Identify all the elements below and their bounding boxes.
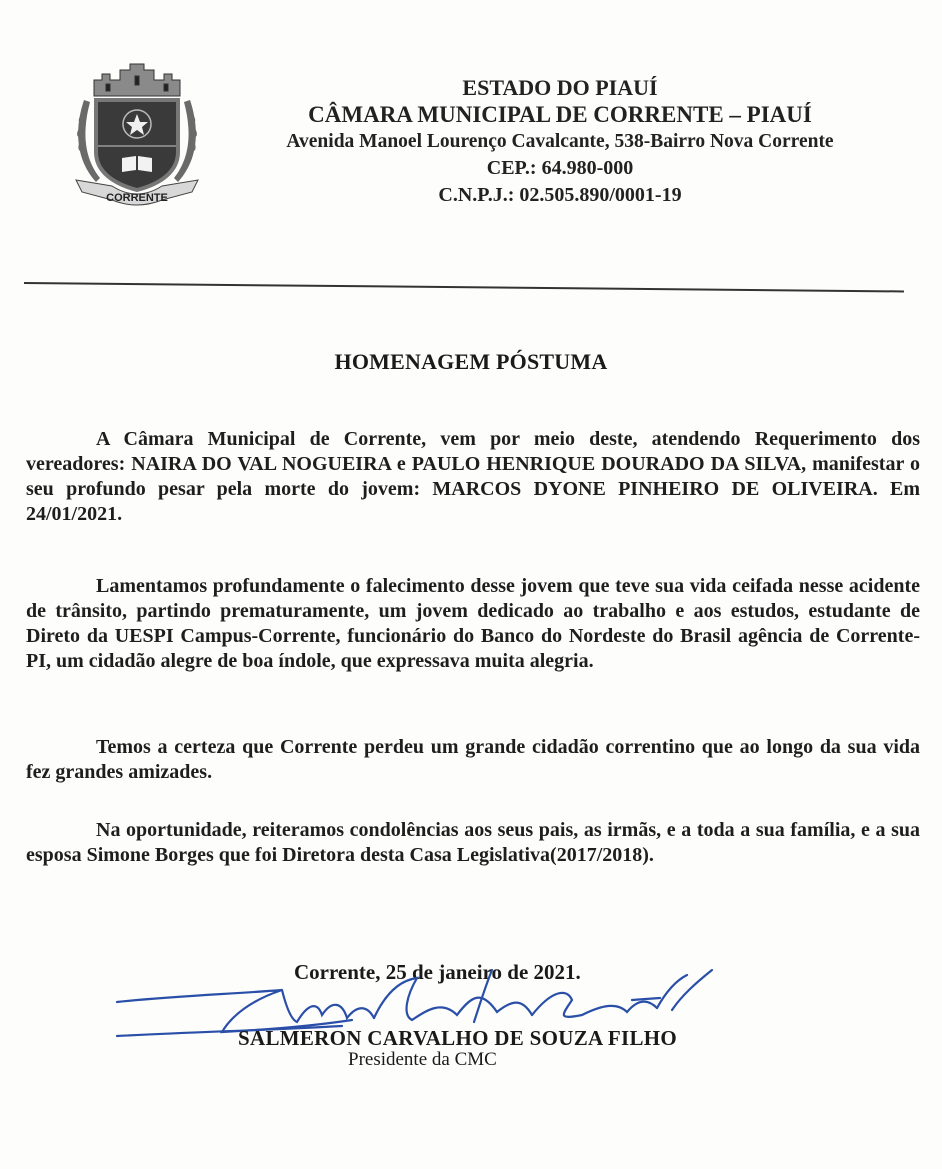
paragraph-2 bbox=[26, 574, 920, 674]
paragraph-2-text: Lamentamos profundamente o falecimento desse jovem que teve sua vida ceifada nesse acidente de trânsito, partindo prematuramente, um jovem dedicado ao trabalho e aos estudos, estudante de Direto da UESPI Campus-Corrente, funcionário do Banco do Nordeste do Brasil agência de Corrente-PI, um cidadão alegre de boa índole, que expressava muita alegria. bbox=[26, 575, 920, 672]
paragraph-1-text: A Câmara Municipal de Corrente, vem por meio deste, atendendo Requerimento dos vereadores: NAIRA DO VAL NOGUEIRA e PAULO HENRIQUE DOURADO DA SILVA, manifestar o seu profundo pesar pela morte do jovem: MARCOS DYONE PINHEIRO DE OLIVEIRA. Em 24/01/2021. bbox=[26, 428, 920, 525]
coat-of-arms-logo bbox=[62, 60, 212, 210]
paragraph-4-text: Na oportunidade, reiteramos condolências aos seus pais, as irmãs, e a toda a sua família, e a sua esposa Simone Borges que foi Diretora desta Casa Legislativa(2017/2018). bbox=[26, 819, 920, 866]
signatory-name: SALMERON CARVALHO DE SOUZA FILHO bbox=[238, 1026, 678, 1050]
paragraph-1 bbox=[26, 427, 920, 527]
paragraph-3-text: Temos a certeza que Corrente perdeu um grande cidadão correntino que ao longo da sua vida fez grandes amizades. bbox=[26, 736, 920, 783]
header-institution: CÂMARA MUNICIPAL DE CORRENTE – PIAUÍ bbox=[308, 102, 812, 127]
ribbon-text: CORRENTE bbox=[106, 192, 168, 204]
place-and-date: Corrente, 25 de janeiro de 2021. bbox=[294, 960, 581, 984]
paragraph-4 bbox=[26, 818, 920, 868]
mural-crown-icon bbox=[94, 64, 180, 96]
header-cep: CEP.: 64.980-000 bbox=[486, 157, 634, 179]
letterhead bbox=[200, 74, 920, 209]
shield-icon bbox=[96, 100, 178, 190]
paragraph-3 bbox=[26, 735, 920, 785]
header-address: Avenida Manoel Lourenço Cavalcante, 538-Bairro Nova Corrente bbox=[286, 131, 834, 152]
signatory-role: Presidente da CMC bbox=[348, 1049, 497, 1070]
header-cnpj: C.N.P.J.: 02.505.890/0001-19 bbox=[438, 184, 682, 206]
header-divider bbox=[24, 282, 904, 292]
document-title: HOMENAGEM PÓSTUMA bbox=[334, 349, 608, 374]
header-state: ESTADO DO PIAUÍ bbox=[462, 75, 658, 100]
